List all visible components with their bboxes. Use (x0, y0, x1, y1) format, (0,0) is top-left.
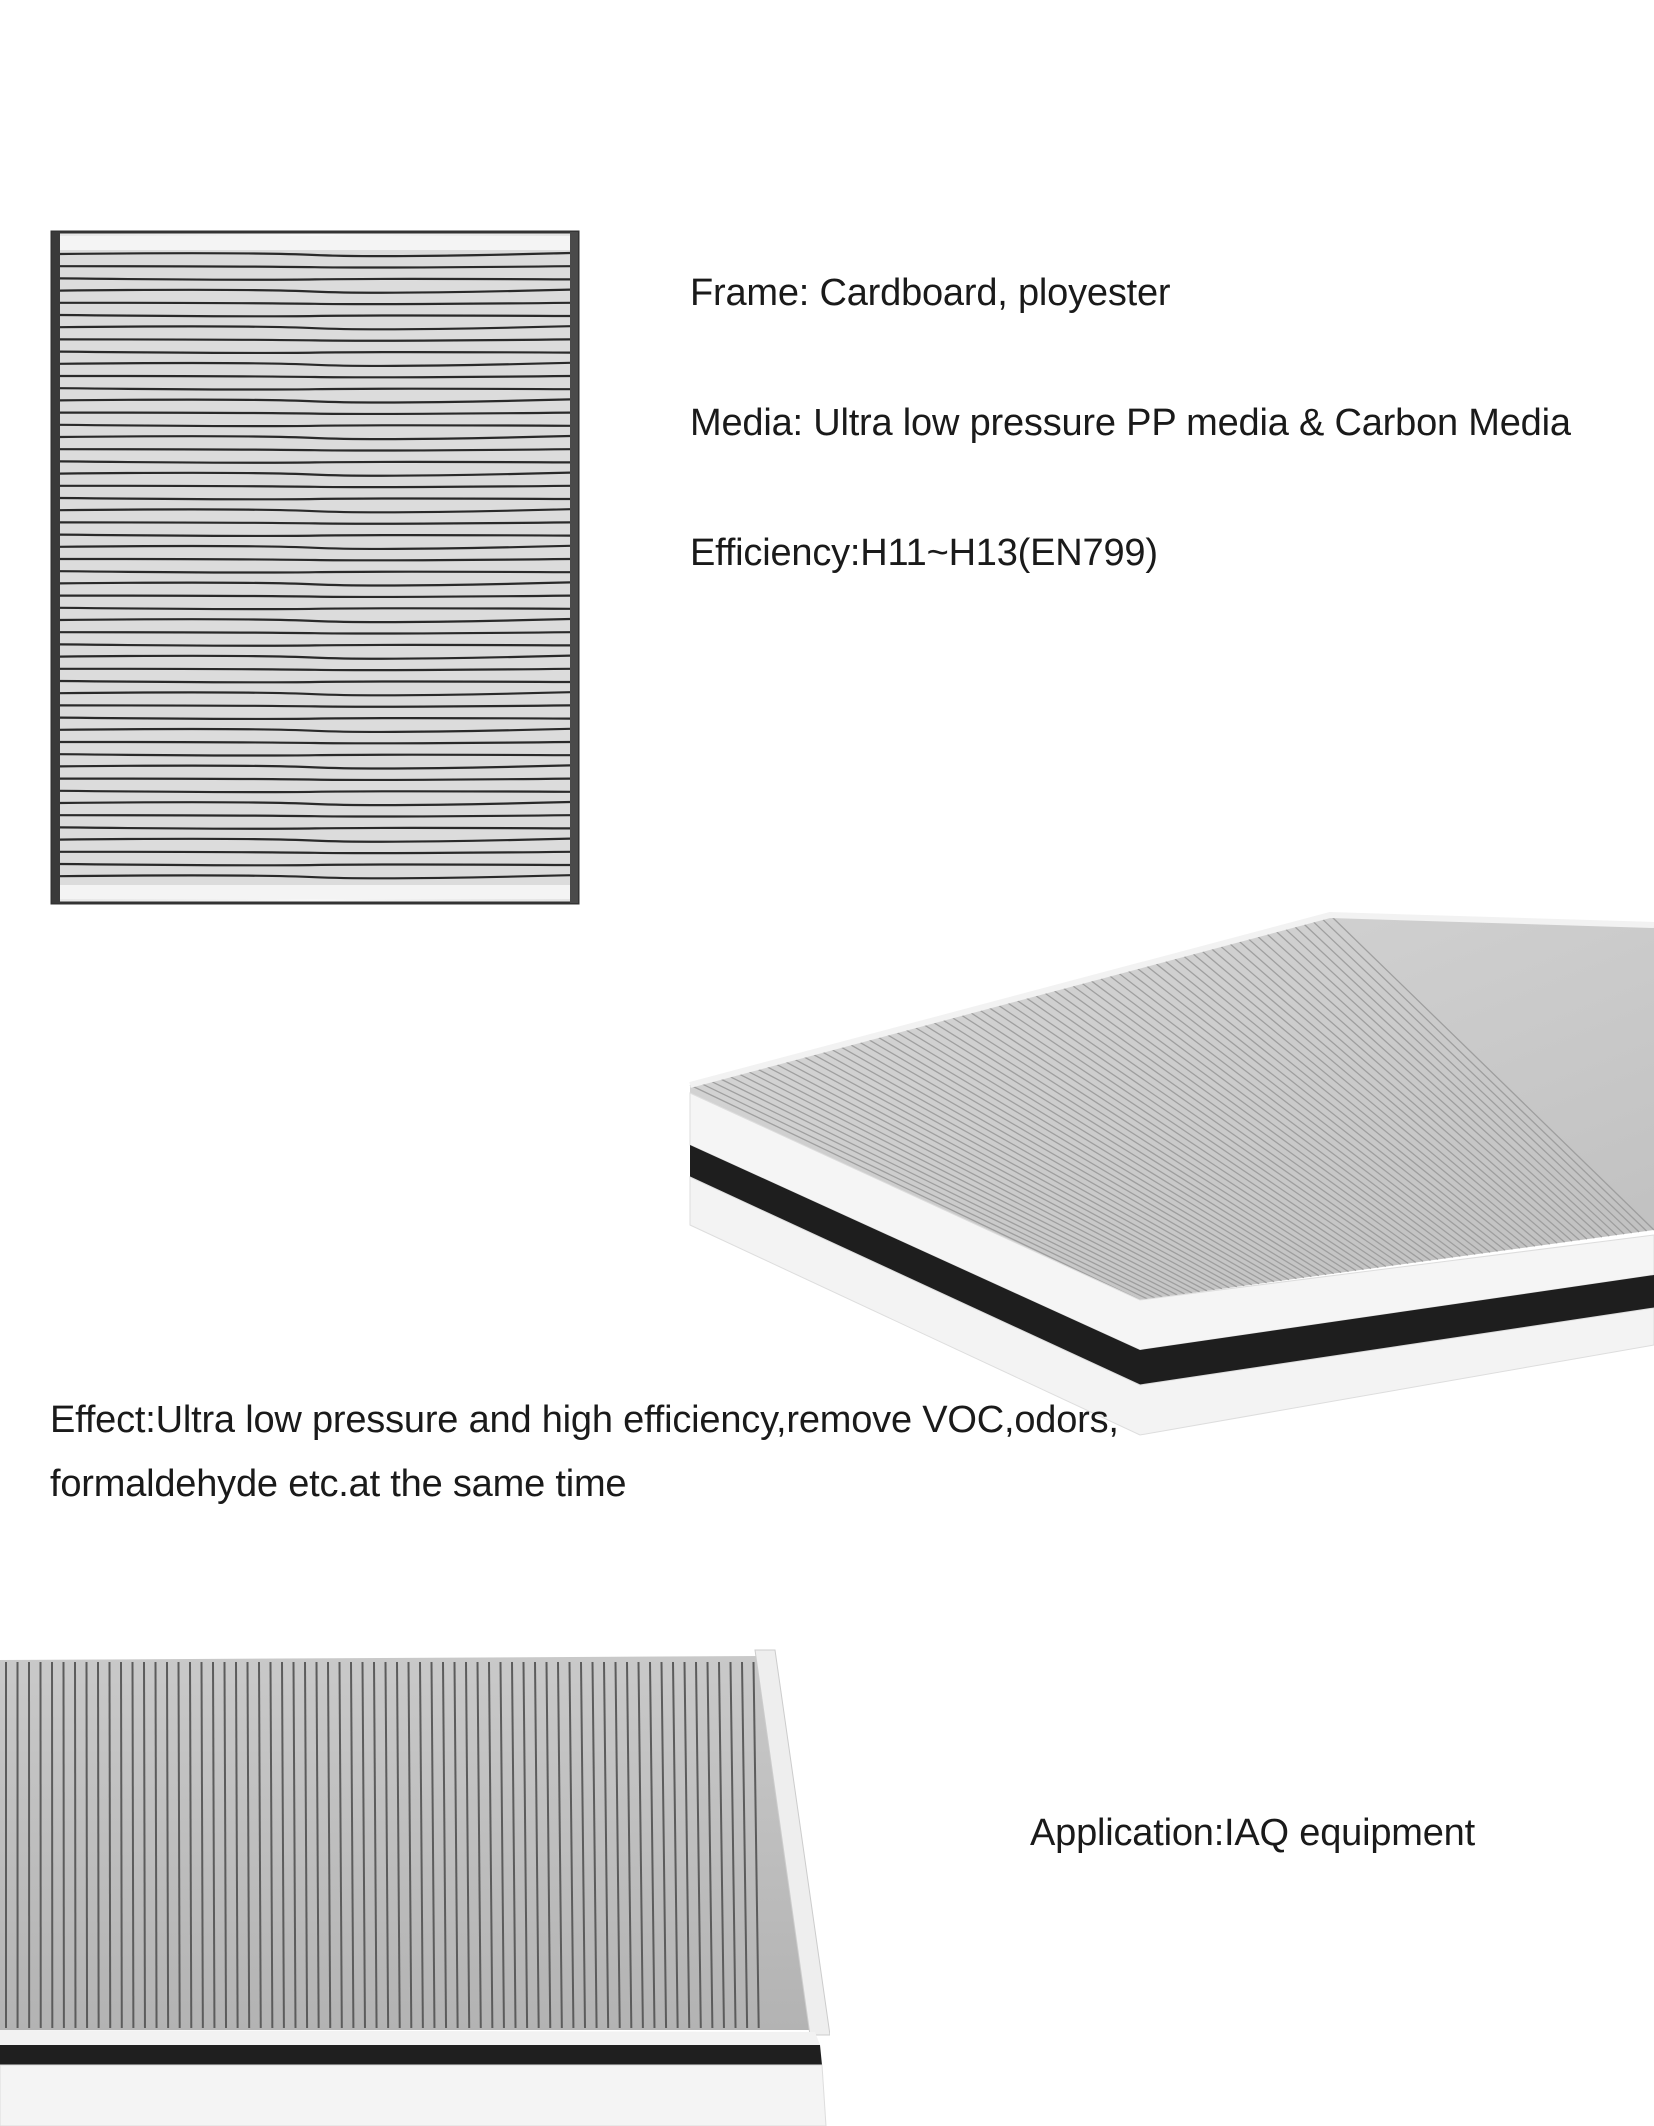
pleat-line (60, 425, 570, 426)
pleat-line (60, 718, 570, 719)
media-spec: Media: Ultra low pressure PP media & Carbon Media (690, 402, 1571, 444)
filter-angled-view-image (670, 905, 1654, 1445)
pleat-line (60, 827, 570, 828)
pleat-line (60, 669, 570, 670)
effect-spec-line-2: formaldehyde etc.at the same time (50, 1463, 627, 1505)
pleat-line (60, 376, 570, 377)
pleat-line (60, 278, 570, 279)
pleat-line (87, 1662, 88, 2028)
pleat-line (60, 742, 570, 743)
pleat-line (60, 779, 570, 780)
pleat-line (60, 461, 570, 462)
pleat-line (60, 522, 570, 523)
pleat-line (167, 1662, 168, 2028)
pleat-line (60, 681, 570, 682)
effect-spec-line-1: Effect:Ultra low pressure and high efficiency,remove VOC,odors, (50, 1399, 1119, 1441)
filter-close-up-view-image (0, 1640, 830, 2126)
pleat-line (156, 1662, 157, 2028)
pleat-line (60, 339, 570, 340)
pleat-line (60, 608, 570, 609)
pleat-line (60, 754, 570, 755)
pleat-line (60, 644, 570, 645)
pleat-line (60, 303, 570, 304)
pleat-line (60, 266, 570, 267)
pleat-line (60, 413, 570, 414)
pleat-line (133, 1662, 134, 2028)
pleat-line (60, 596, 570, 597)
pleat-line (60, 352, 570, 353)
pleat-line (60, 486, 570, 487)
pleat-line (60, 449, 570, 450)
pleat-line (60, 388, 570, 389)
pleat-line (60, 705, 570, 706)
pleat-line (144, 1662, 145, 2028)
pleat-line (98, 1662, 99, 2028)
pleat-line (60, 864, 570, 865)
pleat-line (60, 571, 570, 572)
pleat-line (179, 1662, 180, 2028)
pleat-line (60, 852, 570, 853)
pleat-line (110, 1662, 111, 2028)
pleat-line (60, 632, 570, 633)
pleat-line (60, 498, 570, 499)
efficiency-spec: Efficiency:H11~H13(EN799) (690, 532, 1158, 574)
pleat-line (190, 1662, 191, 2028)
filter-front-view-image (50, 230, 580, 905)
effect-spec (50, 1388, 1150, 1516)
pleat-line (60, 815, 570, 816)
pleat-line (60, 559, 570, 560)
pleat-line (60, 791, 570, 792)
frame-spec: Frame: Cardboard, ployester (690, 272, 1171, 314)
application-spec: Application:IAQ equipment (1030, 1812, 1475, 1854)
pleat-line (60, 535, 570, 536)
pleat-line (121, 1662, 122, 2028)
pleat-line (60, 315, 570, 316)
pleat-line (202, 1662, 203, 2028)
